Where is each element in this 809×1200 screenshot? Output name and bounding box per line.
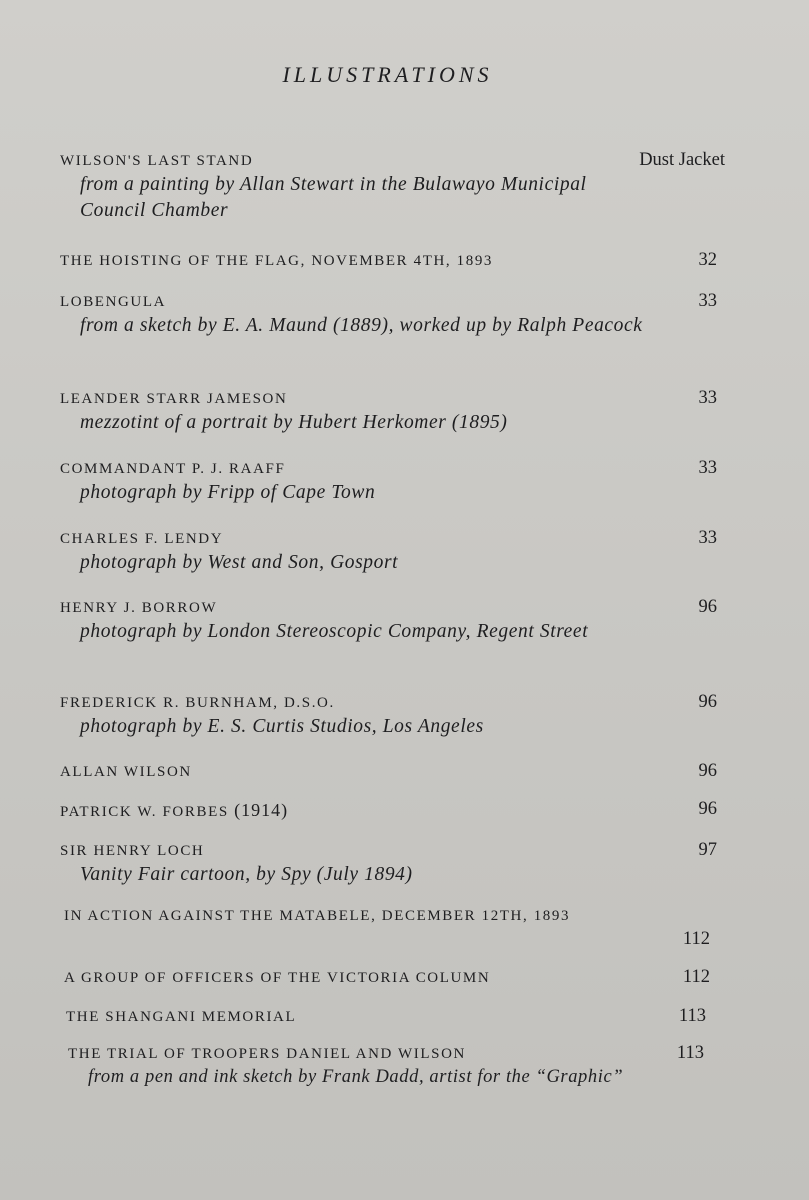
entry-heading: THE SHANGANI MEMORIAL: [66, 1009, 297, 1025]
entry-heading: LOBENGULA: [60, 294, 167, 310]
entry-page: 96: [698, 761, 717, 781]
entry-page: 33: [698, 388, 717, 408]
list-item: [60, 250, 725, 272]
entry-caption: photograph by Fripp of Cape Town: [80, 482, 376, 503]
list-item: [60, 528, 725, 576]
entry-heading: [60, 799, 725, 823]
list-item: [60, 799, 725, 823]
list-item: [60, 840, 725, 888]
entry-page: 112: [682, 967, 710, 987]
entry-caption: from a sketch by E. A. Maund (1889), worked up by Ralph Peacock: [80, 315, 643, 336]
list-item: [66, 1006, 706, 1028]
entry-heading-year: (1914): [234, 800, 289, 820]
entry-page: Dust Jacket: [639, 150, 725, 170]
entry-heading: WILSON'S LAST STAND: [60, 153, 254, 169]
entry-heading: A GROUP OF OFFICERS OF THE VICTORIA COLUMN: [64, 970, 491, 986]
list-item: [60, 150, 725, 224]
entry-page: 112: [682, 929, 710, 949]
entry-caption: photograph by E. S. Curtis Studios, Los Angeles: [80, 716, 484, 737]
entry-page: 113: [678, 1006, 706, 1026]
entry-caption: from a pen and ink sketch by Frank Dadd, artist for the “Graphic”: [88, 1067, 624, 1087]
entry-heading: SIR HENRY LOCH: [60, 843, 205, 859]
entry-page: 33: [698, 458, 717, 478]
page-title: ILLUSTRATIONS: [282, 62, 493, 87]
list-item: [60, 291, 725, 339]
entry-heading: THE TRIAL OF TROOPERS DANIEL AND WILSON: [68, 1046, 466, 1062]
list-item: [60, 692, 725, 740]
entry-page: 96: [698, 799, 717, 819]
entry-heading: ALLAN WILSON: [60, 764, 192, 780]
entry-heading-text: PATRICK W. FORBES: [60, 804, 229, 820]
entry-heading: COMMANDANT P. J. RAAFF: [60, 461, 286, 477]
entry-heading: CHARLES F. LENDY: [60, 531, 224, 547]
entry-page: 97: [698, 840, 717, 860]
list-item: [60, 388, 725, 436]
entry-page: 32: [698, 250, 717, 270]
list-item: [60, 597, 725, 645]
list-item: [68, 1043, 704, 1089]
list-item: [64, 967, 710, 989]
entry-heading-text: THE HOISTING OF THE FLAG, NOVEMBER 4TH, 1893: [60, 253, 494, 269]
entry-page: 33: [698, 528, 717, 548]
entry-caption: mezzotint of a portrait by Hubert Herkomer (1895): [80, 412, 508, 433]
entry-caption: Vanity Fair cartoon, by Spy (July 1894): [80, 864, 413, 885]
entry-heading: [60, 250, 725, 272]
entry-heading: FREDERICK R. BURNHAM, D.S.O.: [60, 695, 335, 711]
list-item: [64, 905, 710, 949]
entry-page: 113: [676, 1043, 704, 1063]
entry-heading: LEANDER STARR JAMESON: [60, 391, 288, 407]
entry-page: 96: [698, 597, 717, 617]
entry-caption: photograph by West and Son, Gosport: [80, 552, 399, 573]
entry-heading: HENRY J. BORROW: [60, 600, 218, 616]
entry-page: 96: [698, 692, 717, 712]
entry-caption: photograph by London Stereoscopic Company, Regent Street: [80, 621, 589, 642]
list-item: [60, 761, 725, 783]
entry-heading: IN ACTION AGAINST THE MATABELE, DECEMBER 12TH, 1893: [64, 908, 571, 924]
list-item: [60, 458, 725, 506]
entry-page: 33: [698, 291, 717, 311]
entry-caption: from a painting by Allan Stewart in the Bulawayo Municipal Council Chamber: [80, 174, 587, 221]
